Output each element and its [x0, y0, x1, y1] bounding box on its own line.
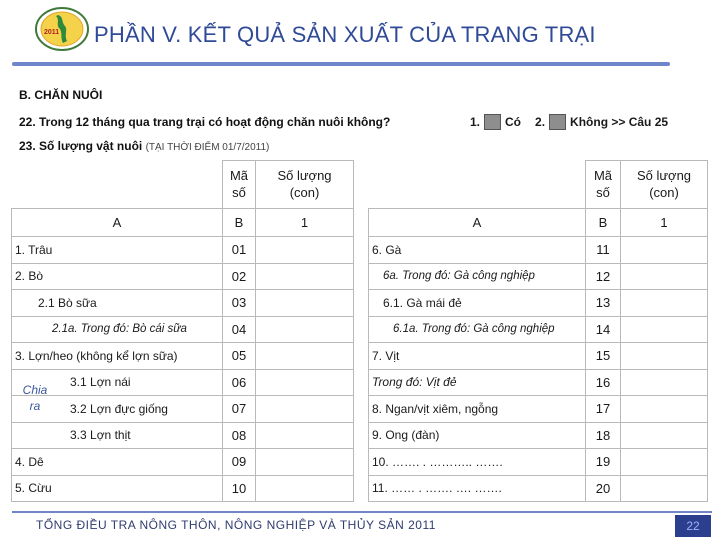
row-code: 15 [586, 343, 621, 370]
row-label: 2. Bò [12, 263, 223, 290]
col-1-header: 1 [256, 209, 354, 237]
table-row [369, 369, 708, 396]
row-code: 06 [223, 369, 256, 396]
row-label: Trong đó: Vịt đẻ [369, 369, 586, 396]
row-code: 03 [223, 290, 256, 317]
qty-cell[interactable] [256, 369, 354, 396]
table-row [369, 449, 708, 476]
qty-cell[interactable] [256, 290, 354, 317]
option-2-checkbox[interactable] [549, 114, 566, 130]
table-row [12, 263, 354, 290]
row-label: 2.1 Bò sữa [12, 290, 223, 317]
table-row [369, 237, 708, 264]
qty-cell[interactable] [621, 237, 708, 264]
table-row [12, 290, 354, 317]
table-row [369, 422, 708, 449]
page-title: PHẦN V. KẾT QUẢ SẢN XUẤT CỦA TRANG TRẠI [94, 22, 596, 47]
row-label: 6a. Trong đó: Gà công nghiệp [369, 263, 586, 290]
table-row [12, 316, 354, 343]
row-label: 10. ……. . ……….. ……. [369, 449, 586, 476]
row-label: 5. Cừu [12, 475, 223, 502]
footer-text: TỔNG ĐIỀU TRA NÔNG THÔN, NÔNG NGHIỆP VÀ THỦY SẢN 2011 [36, 518, 436, 532]
row-label: 2.1a. Trong đó: Bò cái sữa [12, 316, 223, 343]
option-1-checkbox[interactable] [484, 114, 501, 130]
table-row [369, 263, 708, 290]
qty-header: Số lượng (con) [621, 161, 708, 209]
code-header: Mã số [223, 161, 256, 209]
row-label: 3.1 Lợn nái [12, 369, 223, 396]
table-row [12, 475, 354, 502]
table-row [369, 343, 708, 370]
row-code: 11 [586, 237, 621, 264]
code-header: Mã số [586, 161, 621, 209]
qty-cell[interactable] [256, 316, 354, 343]
row-label: 3.2 Lợn đực giống [12, 396, 223, 423]
table-row [369, 396, 708, 423]
table-row [369, 475, 708, 502]
table-row [369, 316, 708, 343]
row-label: 6.1a. Trong đó: Gà công nghiệp [369, 316, 586, 343]
qty-cell[interactable] [256, 237, 354, 264]
row-code: 20 [586, 475, 621, 502]
col-1-header: 1 [621, 209, 708, 237]
row-code: 19 [586, 449, 621, 476]
table-row [12, 237, 354, 264]
row-label: 4. Dê [12, 449, 223, 476]
row-code: 14 [586, 316, 621, 343]
qty-cell[interactable] [621, 369, 708, 396]
col-a-header: A [369, 209, 586, 237]
row-label: 3. Lợn/heo (không kể lợn sữa) [12, 343, 223, 370]
table-row [369, 290, 708, 317]
qty-cell[interactable] [621, 422, 708, 449]
livestock-table-right [368, 160, 708, 502]
option-1-label: Có [505, 115, 522, 129]
row-label: 1. Trâu [12, 237, 223, 264]
logo-year: 2011 [44, 29, 60, 36]
row-label: 9. Ong (đàn) [369, 422, 586, 449]
row-code: 04 [223, 316, 256, 343]
row-code: 02 [223, 263, 256, 290]
qty-cell[interactable] [256, 475, 354, 502]
row-code: 12 [586, 263, 621, 290]
page-number: 22 [675, 515, 711, 537]
question-23-text: 23. Số lượng vật nuôi [19, 139, 143, 153]
row-label: 3.3 Lợn thịt [12, 422, 223, 449]
qty-cell[interactable] [256, 449, 354, 476]
table-row [12, 369, 354, 396]
table-row [12, 422, 354, 449]
col-b-header: B [223, 209, 256, 237]
qty-cell[interactable] [621, 290, 708, 317]
qty-cell[interactable] [621, 263, 708, 290]
qty-cell[interactable] [256, 343, 354, 370]
col-a-header: A [12, 209, 223, 237]
col-b-header: B [586, 209, 621, 237]
row-code: 17 [586, 396, 621, 423]
row-code: 16 [586, 369, 621, 396]
qty-cell[interactable] [621, 396, 708, 423]
row-code: 07 [223, 396, 256, 423]
row-label: 11. …… . ……. …. ……. [369, 475, 586, 502]
row-code: 05 [223, 343, 256, 370]
row-code: 13 [586, 290, 621, 317]
qty-cell[interactable] [621, 449, 708, 476]
section-heading: B. CHĂN NUÔI [19, 88, 103, 102]
title-divider [12, 62, 670, 66]
livestock-table-left [11, 160, 354, 502]
row-label: 6. Gà [369, 237, 586, 264]
table-row [12, 396, 354, 423]
question-22-options [470, 114, 668, 130]
table-row [12, 449, 354, 476]
row-label: 6.1. Gà mái đẻ [369, 290, 586, 317]
qty-cell[interactable] [621, 475, 708, 502]
row-code: 08 [223, 422, 256, 449]
footer-divider [12, 511, 712, 513]
table-row [12, 343, 354, 370]
option-2-label: Không >> Câu 25 [570, 115, 669, 129]
row-code: 09 [223, 449, 256, 476]
row-code: 01 [223, 237, 256, 264]
chia-ra-label: Chia ra [22, 383, 48, 413]
qty-cell[interactable] [621, 316, 708, 343]
row-label: 8. Ngan/vịt xiêm, ngỗng [369, 396, 586, 423]
question-22: 22. Trong 12 tháng qua trang trại có hoạt động chăn nuôi không? [19, 115, 391, 129]
option-2-number: 2. [535, 115, 546, 129]
qty-cell[interactable] [256, 396, 354, 423]
option-1-number: 1. [470, 115, 481, 129]
census-logo [34, 6, 90, 52]
row-label: 7. Vịt [369, 343, 586, 370]
row-code: 18 [586, 422, 621, 449]
row-code: 10 [223, 475, 256, 502]
qty-header: Số lượng (con) [256, 161, 354, 209]
question-23 [19, 139, 269, 153]
question-23-subtitle: (TẠI THỜI ĐIỂM 01/7/2011) [145, 142, 270, 153]
qty-cell[interactable] [256, 422, 354, 449]
qty-cell[interactable] [256, 263, 354, 290]
qty-cell[interactable] [621, 343, 708, 370]
